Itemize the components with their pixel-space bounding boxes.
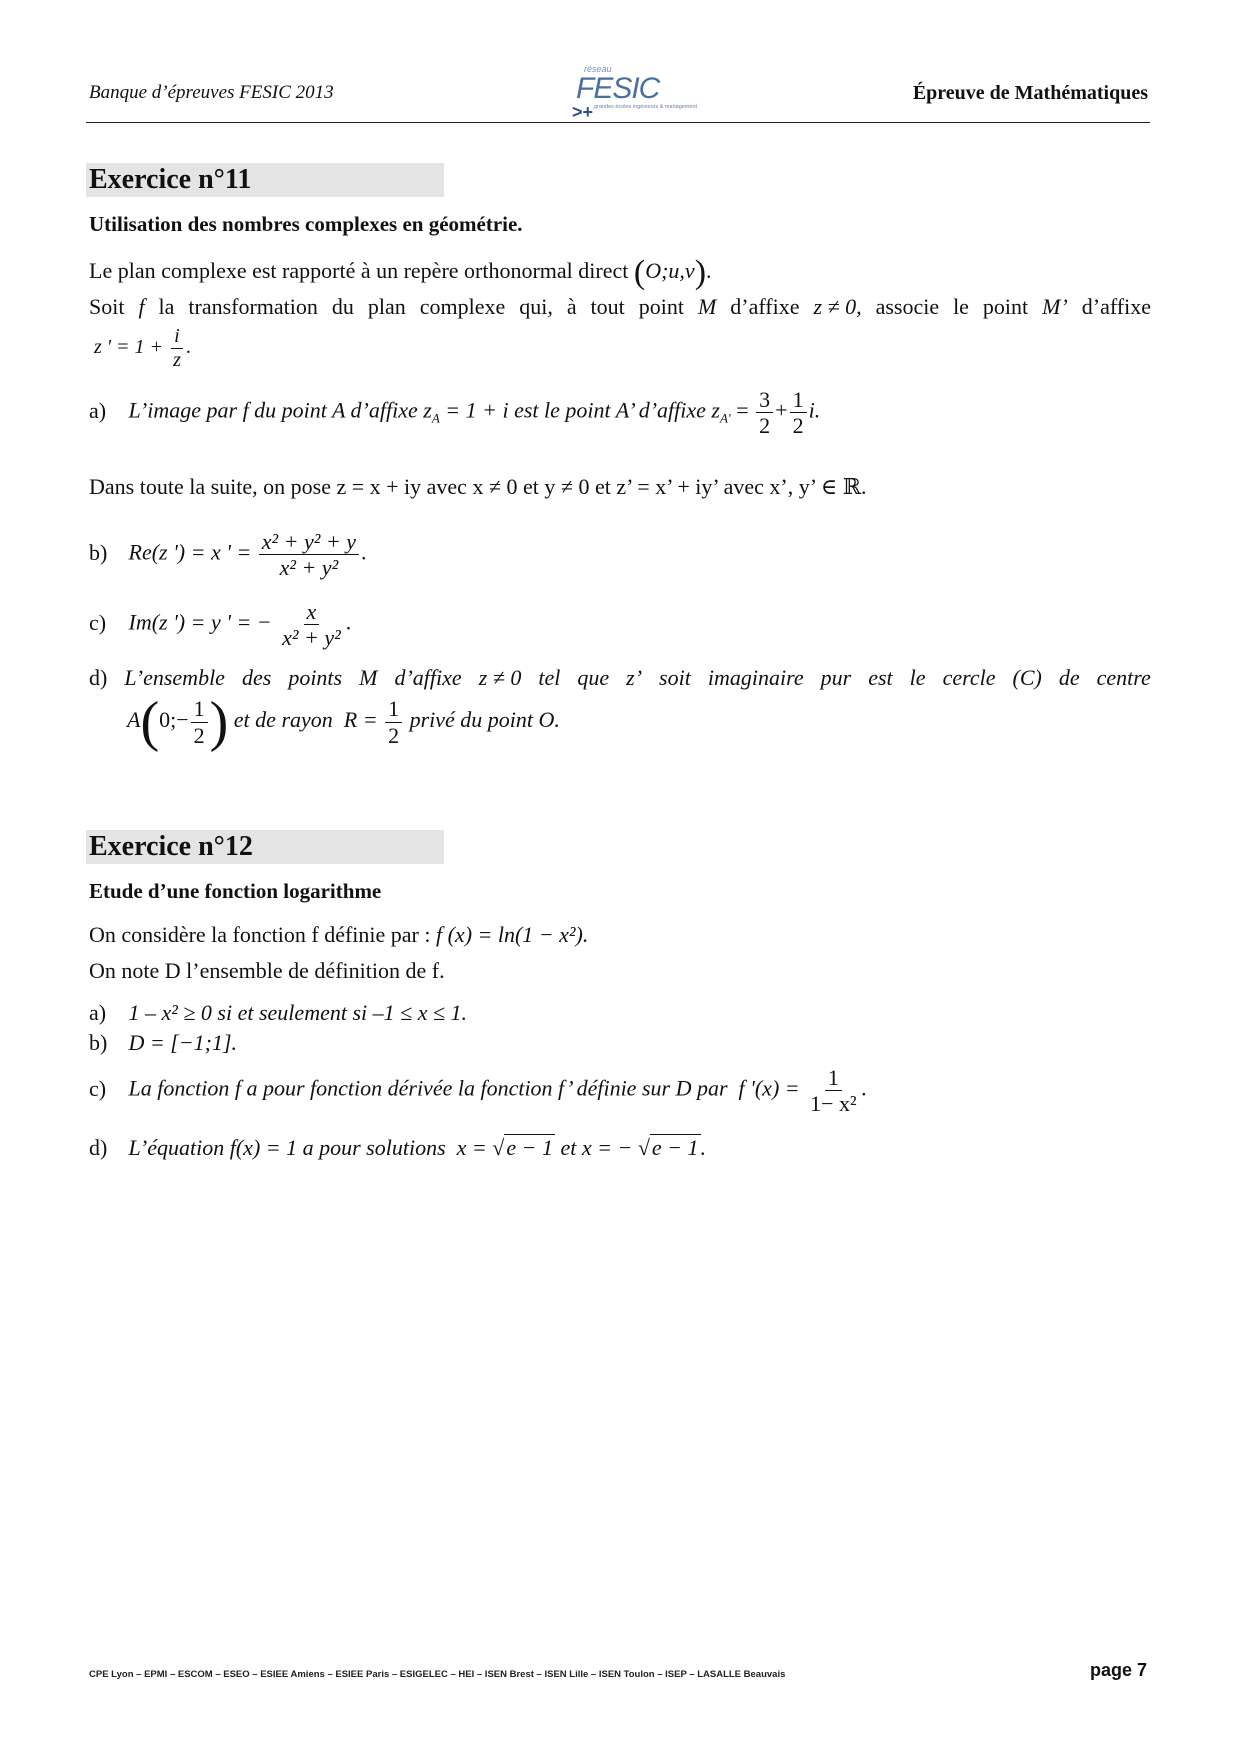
exercise-11-title: Exercice n°11	[86, 163, 444, 197]
ex12-question-b: b) D = [−1;1].	[89, 1030, 238, 1055]
exercise-12-subtitle: Etude d’une fonction logarithme	[89, 879, 382, 903]
ex11-intro-2	[89, 294, 1151, 320]
header-divider	[86, 122, 1150, 123]
intro2-word: associe	[875, 294, 940, 319]
intro2-word: f	[138, 294, 145, 319]
question-label: d)	[89, 1135, 108, 1160]
fesic-logo	[572, 64, 698, 122]
intro2-word: à	[566, 294, 577, 319]
ex11-intro-1: Le plan complexe est rapporté à un repère orthonormal direct (O;u,v).	[89, 254, 712, 291]
logo-tagline: grandes écoles ingénieurs & management	[594, 104, 698, 110]
intro2-word: la	[158, 294, 175, 319]
question-label: c)	[89, 1075, 107, 1101]
ex11-question-b: b) Re(z ') = x ' = $\frac{\text{x² + y² + y}}{\text{x² + y²}}$ .	[89, 529, 367, 581]
intro2-word: tout	[590, 294, 625, 319]
question-label: a)	[89, 1000, 107, 1025]
ex12-intro-1: On considère la fonction f définie par : f (x) = ln(1 − x²).	[89, 922, 589, 947]
intro2-word: d’affixe	[730, 294, 800, 319]
ex11-question-d: d) L’ensemble des points M d’affixe z ≠ 0 tel que z’ soit imaginaire pur est le cercle (C) de centre	[89, 665, 1151, 690]
question-label: d)	[89, 665, 108, 690]
intro2-word: point	[982, 294, 1029, 319]
ex12-question-a: a) 1 – x² ≥ 0 si et seulement si –1 ≤ x ≤ 1.	[89, 1000, 468, 1025]
ex11-question-d-cont: A(0;− $\frac{1}{2}$ ) et de rayon R = $\frac{1}{2}$ privé du point O.	[127, 691, 560, 753]
header-right-text: Épreuve de Mathématiques	[912, 82, 1148, 104]
question-label: c)	[89, 609, 107, 635]
intro2-word: Soit	[89, 294, 125, 319]
question-label: b)	[89, 1030, 108, 1055]
logo-sign: >+	[572, 102, 594, 122]
ex11-definition-line: Dans toute la suite, on pose z = x + iy avec x ≠ 0 et y ≠ 0 et z’ = x’ + iy’ avec x’, y’ ∈ ℝ.	[89, 474, 867, 499]
intro2-word: M	[697, 294, 717, 319]
ex12-question-c: c) La fonction f a pour fonction dérivée la fonction f’ définie sur D par f '(x) = $\frac{1}{\text{1− x²}}$ .	[89, 1065, 868, 1117]
intro2-word: point	[638, 294, 684, 319]
sqrt-expression: √e − 1	[492, 1135, 553, 1160]
ex12-intro-2: On note D l’ensemble de définition de f.	[89, 958, 445, 983]
intro2-word: complexe	[419, 294, 506, 319]
frame-notation: O;u,v	[645, 258, 695, 284]
intro2-word: plan	[367, 294, 406, 319]
ex11-question-c: c) Im(z ') = y ' = − $\frac{x}{\text{x² + y²}}$ .	[89, 599, 352, 651]
intro2-word: transformation	[188, 294, 318, 319]
header-left-text: Banque d’épreuves FESIC 2013	[89, 82, 334, 103]
sqrt-expression: √e − 1	[637, 1135, 699, 1160]
question-label: b)	[89, 539, 108, 565]
intro2-word: qui,	[519, 294, 553, 319]
logo-name: FESIC	[576, 72, 660, 105]
logo-small-text: réseau	[584, 64, 612, 74]
intro2-word: d’affixe	[1081, 294, 1151, 319]
ex12-question-d: d) L’équation f(x) = 1 a pour solutions x = √e − 1 et x = − √e − 1.	[89, 1135, 707, 1160]
zprime-definition: z ' = 1 + $\frac{i}{z}$ .	[94, 325, 191, 371]
footer-schools: CPE Lyon – EPMI – ESCOM – ESEO – ESIEE Amiens – ESIEE Paris – ESIGELEC – HEI – ISEN Brest – ISEN Lille – ISEN Toulon – ISEP – LASALLE Beauvais	[89, 1669, 786, 1680]
page-number: page 7	[1089, 1660, 1147, 1680]
intro2-word: z ≠ 0,	[813, 294, 862, 319]
intro2-word: du	[331, 294, 354, 319]
question-label: a)	[89, 397, 107, 423]
exercise-12-title: Exercice n°12	[86, 830, 444, 864]
intro2-word: le	[953, 294, 969, 319]
ex11-question-a: a) L’image par f du point A d’affixe $z_A = 1 + i$ est le point A’ d’affixe $z_{A'}$ = $\frac{3}{2}$ + $\frac{1}{2}$ i.	[89, 387, 821, 439]
intro2-word: M’	[1042, 294, 1068, 319]
exercise-11-subtitle: Utilisation des nombres complexes en géométrie.	[89, 212, 523, 236]
